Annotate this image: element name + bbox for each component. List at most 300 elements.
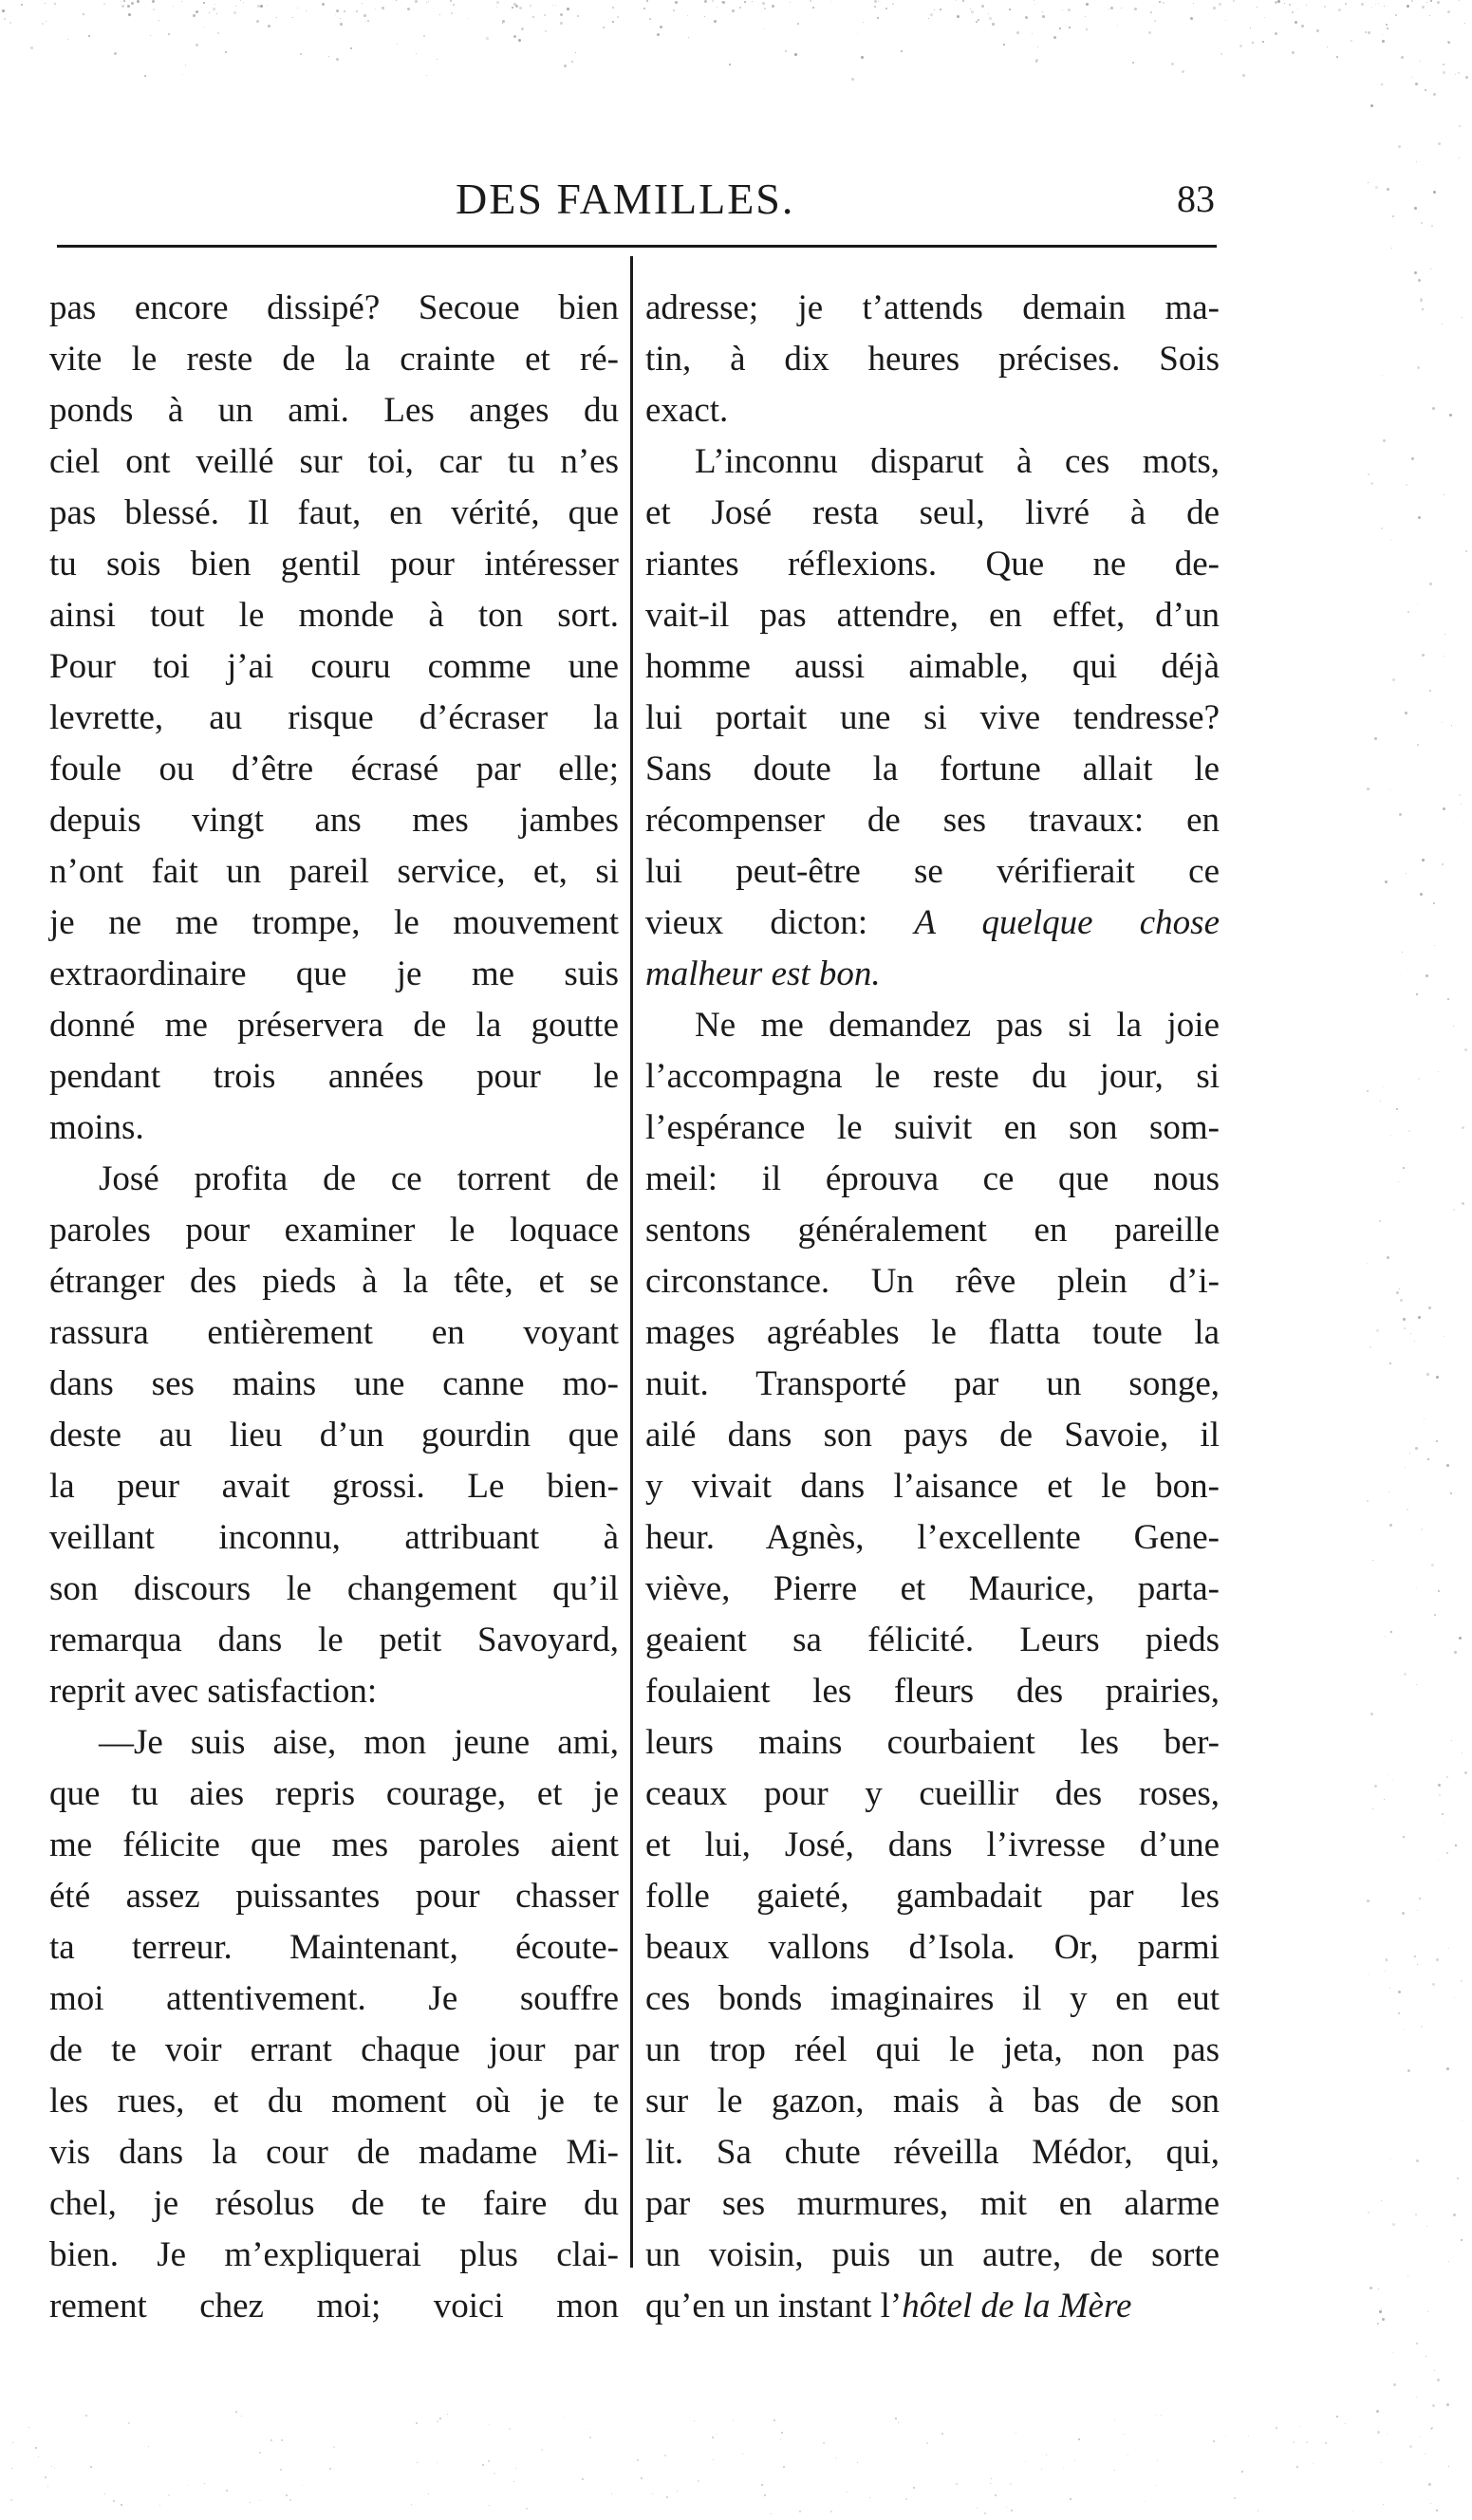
scan-speck (1418, 1316, 1421, 1319)
scan-speck (1114, 2470, 1115, 2471)
scan-speck (1442, 1813, 1444, 1815)
scan-speck (1327, 46, 1328, 47)
scan-speck (1421, 298, 1422, 299)
scan-speck (417, 2462, 418, 2463)
text-line: vite le reste de la crainte et ré- (49, 340, 619, 379)
scan-speck (407, 8, 410, 10)
scan-speck (739, 7, 741, 9)
scan-speck (1193, 3, 1194, 4)
scan-speck (1386, 24, 1388, 26)
scan-speck (1338, 9, 1341, 11)
scan-speck (128, 2422, 130, 2424)
scan-speck (1163, 2, 1165, 4)
scan-speck (688, 37, 689, 38)
scan-speck (1461, 1980, 1463, 1982)
text-line: adresse; je t’attends demain ma- (645, 288, 1220, 327)
scan-speck (1383, 2504, 1384, 2505)
scan-speck (489, 2424, 490, 2425)
text-line: folle gaieté, gambadait par les (645, 1877, 1220, 1916)
scan-speck (555, 5, 556, 6)
scan-speck (851, 78, 854, 81)
text-line: et José resta seul, livré à de (645, 493, 1220, 532)
scan-speck (1306, 5, 1307, 6)
scan-speck (742, 2454, 743, 2455)
scan-speck (217, 32, 219, 34)
scan-speck (488, 2460, 490, 2462)
scan-speck (1134, 8, 1137, 10)
scan-speck (1416, 2159, 1419, 2162)
scan-speck (1296, 2466, 1298, 2468)
scan-speck (1032, 33, 1033, 34)
scan-speck (1459, 0, 1460, 1)
scan-speck (1325, 2442, 1327, 2444)
scan-speck (83, 13, 84, 15)
scan-speck (423, 35, 425, 37)
scan-speck (1295, 21, 1297, 24)
scan-speck (1381, 2200, 1382, 2201)
scan-speck (153, 9, 155, 10)
scan-speck (168, 33, 170, 35)
scan-speck (1459, 125, 1461, 127)
scan-speck (652, 2493, 653, 2494)
text-line: un trop réel qui le jeta, non pas (645, 2030, 1220, 2069)
scan-speck (209, 12, 210, 13)
scan-speck (328, 56, 329, 57)
text-line (645, 2281, 1220, 2332)
scan-speck (240, 0, 241, 1)
scan-speck (1078, 2438, 1080, 2440)
text-line: L’inconnu disparut à ces mots, (695, 442, 1220, 481)
text-line: de te voir errant chaque jour par (49, 2030, 619, 2069)
scan-speck (956, 0, 957, 1)
scan-speck (243, 2, 244, 3)
scan-speck (88, 35, 90, 37)
text-line: exact. (645, 391, 729, 430)
scan-speck (302, 2485, 303, 2486)
scan-speck (1465, 550, 1467, 552)
scan-speck (1376, 2410, 1379, 2413)
scan-speck (439, 2418, 441, 2419)
scan-speck (1406, 873, 1407, 874)
scan-speck (1417, 603, 1418, 604)
text-line (645, 898, 1220, 949)
scan-speck (1462, 1752, 1463, 1753)
scan-speck (235, 2411, 237, 2413)
text-line: sentons généralement en pareille (645, 1211, 1220, 1250)
scan-speck (1148, 31, 1151, 34)
text-line: heur. Agnès, l’excellente Gene- (645, 1518, 1220, 1557)
scan-speck (957, 15, 960, 18)
scan-speck (513, 3, 516, 6)
scan-speck (1010, 2483, 1012, 2485)
scan-speck (673, 9, 675, 11)
scan-speck (764, 28, 765, 29)
text-line: pas encore dissipé? Secoue bien (49, 288, 619, 327)
text-line: un voisin, puis un autre, de sorte (645, 2235, 1220, 2274)
scan-speck (1068, 9, 1071, 11)
scan-speck (509, 2428, 511, 2430)
scan-speck (704, 0, 707, 3)
scan-speck (926, 2442, 928, 2444)
text-line: meil: il éprouva ce que nous (645, 1159, 1220, 1198)
scan-speck (1275, 32, 1277, 35)
scan-speck (1390, 540, 1391, 541)
scan-speck (1427, 2311, 1428, 2312)
scan-speck (1161, 2415, 1162, 2416)
scan-speck (1462, 317, 1463, 318)
scan-speck (1422, 6, 1425, 9)
scan-speck (1368, 182, 1369, 183)
scan-speck (496, 7, 497, 8)
scan-speck (773, 2419, 775, 2421)
scan-speck (1416, 1587, 1417, 1588)
text-line: par ses murmures, mit en alarme (645, 2184, 1220, 2223)
scan-speck (976, 21, 978, 23)
scan-speck (1416, 2343, 1418, 2344)
scan-speck (835, 2457, 836, 2458)
scan-speck (1455, 1844, 1457, 1846)
scan-speck (1389, 1362, 1391, 1364)
scan-speck (10, 2499, 12, 2501)
scan-speck (453, 4, 455, 6)
scan-speck (1375, 4, 1376, 5)
paragraph (645, 283, 1220, 436)
scan-speck (1370, 104, 1373, 107)
scan-speck (861, 56, 864, 59)
scan-speck (1379, 2310, 1382, 2313)
scan-speck (1448, 1948, 1449, 1949)
scan-speck (103, 3, 105, 5)
running-head (57, 171, 1215, 228)
scan-speck (1457, 2177, 1459, 2179)
scan-speck (233, 11, 236, 14)
scan-speck (1035, 61, 1037, 63)
scan-speck (928, 18, 929, 19)
scan-speck (1150, 11, 1152, 13)
text-line: Sans doute la fortune allait le (645, 750, 1220, 788)
scan-speck (1241, 2471, 1243, 2473)
scan-speck (532, 16, 534, 18)
text-line: ainsi tout le monde à ton sort. (49, 596, 619, 635)
scan-speck (1117, 25, 1118, 26)
scan-speck (991, 2478, 992, 2479)
scan-speck (1438, 142, 1441, 145)
scan-speck (281, 2439, 283, 2441)
left-column (49, 283, 619, 2332)
scan-speck (365, 21, 366, 22)
scan-speck (1407, 969, 1408, 970)
scan-speck (1386, 1959, 1388, 1961)
scan-speck (1367, 1899, 1370, 1902)
italic-run: hôtel de la Mère (902, 2287, 1132, 2325)
scan-speck (467, 18, 468, 19)
scan-speck (1390, 2159, 1391, 2160)
scan-speck (1432, 2404, 1435, 2407)
text-line: que tu aies repris courage, et je (49, 1774, 619, 1813)
scan-speck (1384, 6, 1385, 7)
text-line: tu sois bien gentil pour intéresser (49, 545, 619, 584)
scan-speck (780, 2439, 781, 2440)
scan-speck (268, 25, 270, 28)
scan-speck (1398, 2012, 1400, 2014)
scan-speck (885, 8, 887, 9)
scan-speck (1411, 77, 1412, 78)
scan-speck (526, 2508, 528, 2510)
scan-speck (1453, 1026, 1454, 1027)
text-line: lit. Sa chute réveilla Médor, qui, (645, 2133, 1220, 2172)
text-line: mages agréables le flatta toute la (645, 1313, 1220, 1352)
scan-speck (54, 3, 56, 5)
scan-speck (439, 14, 440, 15)
text-line: foule ou d’être écrasé par elle; (49, 750, 619, 788)
scan-speck (1451, 1740, 1452, 1741)
scan-speck (1386, 1958, 1387, 1959)
scan-speck (1437, 2379, 1440, 2381)
scan-speck (1443, 1823, 1444, 1824)
scan-speck (204, 27, 205, 28)
scan-speck (984, 2512, 986, 2514)
scan-speck (1324, 6, 1326, 8)
scan-speck (1462, 1202, 1464, 1205)
scan-speck (216, 13, 217, 14)
scan-speck (687, 15, 688, 16)
text-line: ta terreur. Maintenant, écoute- (49, 1928, 619, 1967)
scan-speck (362, 3, 363, 4)
scan-speck (12, 2442, 13, 2443)
scan-speck (257, 5, 260, 8)
scan-speck (1381, 2308, 1382, 2309)
scan-speck (46, 21, 47, 22)
scan-speck (1446, 2403, 1449, 2406)
scan-speck (21, 4, 23, 6)
paragraph (645, 1000, 1220, 2332)
scan-speck (131, 2, 134, 5)
scan-speck (415, 0, 418, 3)
scan-speck (657, 33, 660, 36)
scan-speck (666, 2496, 668, 2498)
scan-speck (1428, 2483, 1431, 2486)
scan-speck (869, 2497, 870, 2498)
scan-speck (990, 2483, 991, 2484)
scan-speck (350, 47, 352, 49)
scan-speck (1392, 678, 1395, 681)
scan-speck (1434, 2370, 1435, 2371)
scan-speck (962, 0, 964, 2)
text-line: été assez puissantes pour chasser (49, 1877, 619, 1916)
scan-speck (1411, 0, 1413, 2)
scan-speck (1448, 2466, 1449, 2467)
scan-speck (1368, 1974, 1369, 1975)
scan-speck (1427, 1458, 1429, 1460)
scan-speck (1434, 1614, 1436, 1616)
scan-speck (1463, 823, 1464, 824)
scan-speck (1041, 2469, 1042, 2470)
scan-speck (694, 2420, 695, 2421)
scan-speck (1182, 70, 1184, 73)
italic-run: A quelque chose (914, 903, 1220, 942)
scan-speck (1171, 63, 1174, 65)
scan-speck (1453, 2214, 1456, 2216)
scan-speck (1368, 31, 1370, 34)
scan-speck (1425, 2356, 1426, 2357)
scan-speck (675, 1, 678, 4)
scan-speck (1025, 16, 1028, 19)
scan-speck (1404, 2029, 1405, 2030)
scan-speck (1438, 1860, 1439, 1861)
scan-speck (1405, 712, 1407, 714)
scan-speck (426, 2, 427, 3)
scan-speck (1417, 366, 1420, 369)
text-line: depuis vingt ans mes jambes (49, 801, 619, 840)
scan-speck (913, 2487, 915, 2489)
scan-speck (30, 46, 33, 49)
scan-speck (677, 2491, 678, 2492)
scan-speck (204, 2483, 205, 2484)
scan-speck (196, 44, 198, 46)
scan-speck (995, 2494, 997, 2496)
text-line: ponds à un ami. Les anges du (49, 391, 619, 430)
scan-speck (797, 23, 799, 25)
scan-speck (1392, 215, 1394, 217)
scan-speck (1436, 2510, 1438, 2511)
scan-speck (1410, 1333, 1411, 1334)
scan-speck (340, 18, 341, 19)
scan-speck (280, 2469, 282, 2471)
text-line: pas blessé. Il faut, en vérité, que (49, 493, 619, 532)
scan-speck (363, 14, 366, 17)
scan-speck (1397, 1182, 1398, 1183)
scan-speck (1361, 3, 1364, 6)
scan-speck (704, 16, 705, 17)
scan-speck (564, 2417, 565, 2418)
scan-speck (1378, 3, 1379, 4)
text-line: extraordinaire que je me suis (49, 954, 619, 993)
scan-speck (1438, 1590, 1440, 1592)
scan-speck (764, 2494, 766, 2496)
scan-speck (1367, 1500, 1369, 1502)
scan-speck (193, 14, 196, 17)
scan-speck (1398, 1991, 1401, 1993)
text-line: ciel ont veillé sur toi, car tu n’es (49, 442, 619, 481)
scan-speck (1448, 2261, 1449, 2262)
scan-speck (1422, 308, 1424, 310)
scan-speck (1398, 145, 1401, 148)
scan-speck (396, 0, 397, 1)
scan-speck (722, 1, 725, 4)
scan-speck (713, 2459, 714, 2460)
scan-speck (1392, 1780, 1393, 1781)
scan-speck (1382, 2318, 1385, 2321)
scan-speck (1422, 654, 1425, 657)
scan-speck (1465, 76, 1468, 79)
text-line: malheur est bon. (645, 954, 881, 993)
scan-speck (4, 18, 6, 20)
scan-speck (1233, 0, 1235, 2)
page-number: 83 (1177, 177, 1215, 220)
scan-speck (1053, 36, 1056, 39)
scan-speck (1407, 1509, 1408, 1510)
scan-speck (1124, 2434, 1125, 2435)
scan-speck (666, 2497, 667, 2498)
scan-speck (1414, 271, 1417, 274)
text-line: pendant trois années pour le (49, 1057, 619, 1096)
scan-speck (1402, 1912, 1405, 1915)
scan-speck (1415, 1447, 1418, 1450)
scan-speck (1367, 1263, 1368, 1264)
scan-speck (1444, 634, 1445, 635)
scan-speck (1436, 1440, 1438, 1442)
text-line: y vivait dans l’aisance et le bon- (645, 1467, 1220, 1506)
scan-speck (1381, 2462, 1382, 2463)
scan-speck (1385, 1636, 1386, 1637)
scan-speck (1379, 1220, 1381, 1222)
scan-speck (732, 9, 735, 12)
scan-speck (1393, 2383, 1396, 2386)
text-line: rassura entièrement en voyant (49, 1313, 619, 1352)
scan-speck (235, 6, 236, 7)
scan-speck (1382, 34, 1383, 35)
scan-speck (1371, 7, 1372, 8)
text-line: la peur avait grossi. Le bien- (49, 1467, 619, 1506)
scan-speck (1390, 1135, 1391, 1136)
scan-speck (1069, 27, 1071, 28)
text-line: riantes réflexions. Que ne de- (645, 545, 1220, 584)
scan-speck (1407, 2069, 1410, 2072)
scan-speck (1374, 1785, 1377, 1788)
scan-speck (977, 2508, 978, 2509)
scan-speck (267, 5, 268, 6)
scan-speck (11, 2468, 12, 2469)
text-line: rement chez moi; voici mon (49, 2287, 619, 2325)
text-line: vis dans la cour de madame Mi- (49, 2133, 619, 2172)
scan-speck (1132, 62, 1134, 64)
scan-speck (1446, 1776, 1448, 1778)
scan-speck (1404, 1327, 1406, 1329)
scan-speck (1380, 1101, 1381, 1102)
scan-speck (1234, 2497, 1236, 2499)
scan-speck (1418, 1078, 1420, 1080)
scan-speck (1034, 4, 1035, 5)
scan-speck (512, 7, 513, 9)
scan-speck (1442, 722, 1443, 723)
text-line: son discours le changement qu’il (49, 1569, 619, 1608)
scan-speck (250, 2502, 251, 2503)
text-line: paroles pour examiner le loquace (49, 1211, 619, 1250)
text-line: je ne me trompe, le mouvement (49, 903, 619, 942)
scan-speck (1430, 2503, 1431, 2504)
scan-speck (1396, 1291, 1399, 1294)
scan-speck (1225, 2436, 1226, 2437)
text-line: lui portait une si vive tendresse? (645, 698, 1220, 737)
scan-speck (764, 8, 766, 9)
scan-speck (1003, 44, 1005, 46)
scan-speck (1399, 813, 1402, 816)
scan-speck (1439, 1794, 1441, 1796)
text-line: et lui, José, dans l’ivresse d’une (645, 1825, 1220, 1864)
scan-speck (1248, 2436, 1249, 2437)
scan-speck (1157, 2460, 1158, 2461)
scan-speck (930, 13, 933, 16)
scan-speck (1404, 1673, 1407, 1676)
scan-speck (589, 2437, 591, 2438)
scan-speck (382, 7, 384, 9)
scan-speck (1145, 2501, 1146, 2502)
scan-speck (1299, 2426, 1300, 2427)
scan-speck (1454, 1651, 1457, 1654)
scan-speck (744, 1, 746, 3)
scan-speck (1461, 2239, 1463, 2241)
scan-speck (203, 2, 205, 4)
